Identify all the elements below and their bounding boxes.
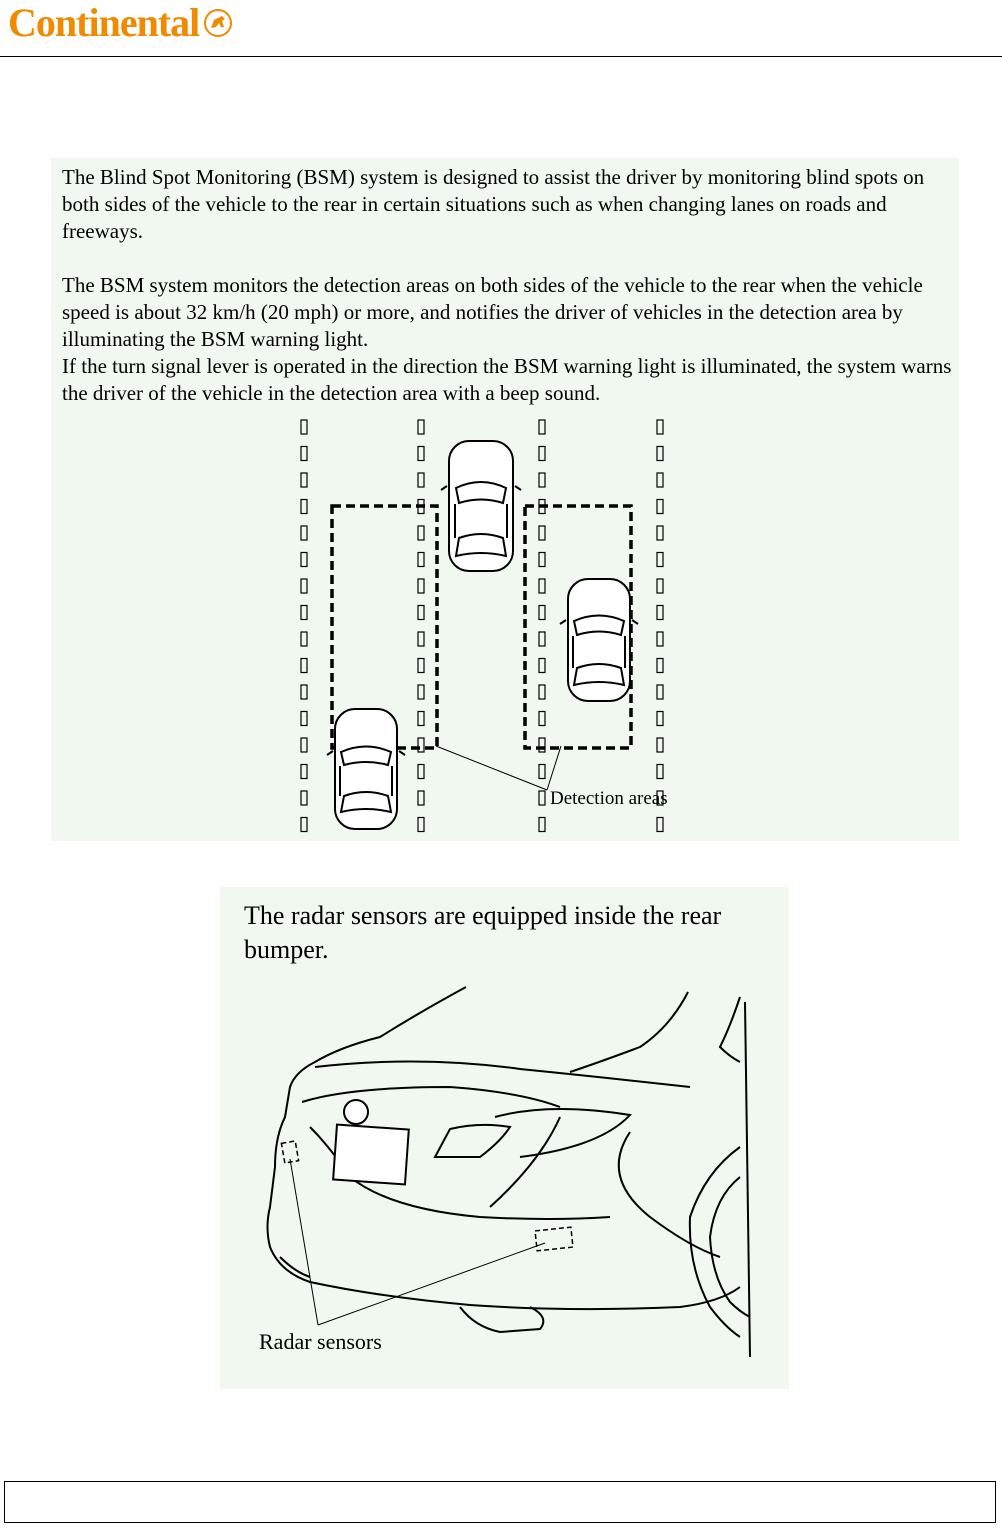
lane-marker bbox=[301, 420, 307, 434]
lane-marker bbox=[539, 765, 545, 779]
lane-marker bbox=[418, 447, 424, 461]
lane-marker bbox=[539, 791, 545, 805]
horse-emblem-icon bbox=[203, 8, 233, 38]
radar-sensor-marks bbox=[281, 1141, 573, 1251]
lane-marker bbox=[539, 473, 545, 487]
detection-areas-label: Detection areas bbox=[550, 788, 668, 809]
lane-marker bbox=[539, 738, 545, 752]
lane-marker bbox=[657, 579, 663, 593]
lane-marker bbox=[539, 659, 545, 673]
lane-marker bbox=[657, 473, 663, 487]
lane-marker bbox=[418, 420, 424, 434]
lane-marker bbox=[539, 526, 545, 540]
lane-marker bbox=[418, 553, 424, 567]
car-front-center bbox=[441, 441, 521, 571]
bsm-description-panel bbox=[51, 158, 959, 841]
lane-marker bbox=[301, 765, 307, 779]
lane-marker bbox=[301, 526, 307, 540]
lane-marker bbox=[657, 500, 663, 514]
lane-marker bbox=[301, 791, 307, 805]
bsm-paragraph-2: The BSM system monitors the detection areas on both sides of the vehicle to the rear when the vehicle speed is about 32 km/h (20 mph) or more, and notifies the driver of vehicles in the detection area by illuminating the BSM warning light. bbox=[62, 273, 923, 351]
lane-marker bbox=[301, 553, 307, 567]
lane-marker bbox=[657, 553, 663, 567]
radar-sensors-label: Radar sensors bbox=[259, 1329, 382, 1354]
lane-marker bbox=[657, 420, 663, 434]
footer-box bbox=[4, 1481, 996, 1523]
lane-marker bbox=[301, 738, 307, 752]
rear-bumper-diagram bbox=[220, 887, 789, 1389]
lane-marker bbox=[418, 791, 424, 805]
bsm-paragraph-3: If the turn signal lever is operated in the direction the BSM warning light is illuminated, the system warns the driver of the vehicle in the detection area with a beep sound. bbox=[62, 354, 952, 405]
lane-marker bbox=[657, 685, 663, 699]
lane-marker bbox=[418, 712, 424, 726]
lane-marker bbox=[657, 738, 663, 752]
lane-marker bbox=[301, 712, 307, 726]
lane-marker bbox=[301, 659, 307, 673]
lane-marker bbox=[301, 447, 307, 461]
lane-marker bbox=[657, 659, 663, 673]
lane-marker bbox=[539, 632, 545, 646]
lane-marker bbox=[301, 606, 307, 620]
header-divider bbox=[0, 56, 1002, 57]
lane-marker bbox=[418, 659, 424, 673]
brand-logo bbox=[8, 0, 233, 46]
plate-and-emblem bbox=[333, 1100, 409, 1184]
lane-marker bbox=[539, 818, 545, 832]
lane-marker bbox=[418, 738, 424, 752]
lane-marker bbox=[539, 553, 545, 567]
lane-marker bbox=[657, 765, 663, 779]
car-right-lane bbox=[560, 579, 638, 701]
lane-marker bbox=[418, 606, 424, 620]
lane-marker bbox=[539, 447, 545, 461]
lane-marker bbox=[539, 420, 545, 434]
lane-marker bbox=[418, 579, 424, 593]
lane-marker bbox=[418, 765, 424, 779]
lane-marker bbox=[657, 818, 663, 832]
bsm-paragraph-1: The Blind Spot Monitoring (BSM) system is designed to assist the driver by monitoring blind spots on both sides of the vehicle to the rear in certain situations such as when changing lanes on roads and freeways. bbox=[62, 165, 925, 243]
lane-marker bbox=[418, 526, 424, 540]
lane-marker bbox=[657, 632, 663, 646]
lane-marker bbox=[539, 579, 545, 593]
lane-marker bbox=[539, 606, 545, 620]
lane-marker bbox=[301, 818, 307, 832]
lane-marker bbox=[301, 473, 307, 487]
car-left-lane bbox=[327, 709, 405, 829]
lane-marker bbox=[301, 579, 307, 593]
radar-sensor-panel bbox=[220, 887, 789, 1389]
lane-marker bbox=[418, 632, 424, 646]
detection-area-diagram bbox=[51, 158, 959, 841]
lane-marker bbox=[301, 500, 307, 514]
lane-marker bbox=[301, 632, 307, 646]
lane-marker bbox=[657, 712, 663, 726]
radar-caption: The radar sensors are equipped inside the rear bumper. bbox=[244, 901, 722, 964]
lane-marker bbox=[539, 685, 545, 699]
lane-marker bbox=[539, 712, 545, 726]
lane-marker bbox=[418, 473, 424, 487]
lane-marker bbox=[418, 685, 424, 699]
lane-marker bbox=[657, 447, 663, 461]
lane-marker bbox=[657, 606, 663, 620]
lane-marker bbox=[657, 526, 663, 540]
lane-marker bbox=[418, 818, 424, 832]
brand-name: Continental bbox=[8, 0, 200, 45]
lane-marker bbox=[301, 685, 307, 699]
